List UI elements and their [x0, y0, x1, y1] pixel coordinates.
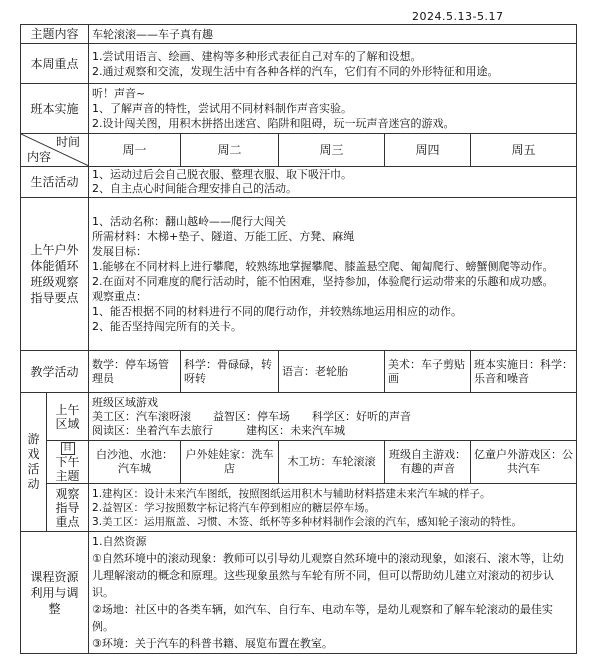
class-practice-line: 1、了解声音的特性，尝试用不同材料制作声音实验。: [92, 102, 353, 115]
class-practice-row: [21, 84, 577, 134]
header-content-label: 内容: [27, 150, 52, 164]
resources-label: 课程资源利用与调整: [21, 532, 89, 654]
resources-row: [21, 532, 577, 654]
outdoor-row: [21, 198, 577, 351]
header-time-label: 时间: [56, 135, 81, 149]
life-label: 生活活动: [21, 167, 89, 198]
teaching-row: [21, 351, 577, 393]
outdoor-label: 上午户外体能循环班级观察指导要点: [21, 198, 89, 351]
game-morning-line: 班级区域游戏: [92, 395, 159, 409]
game-afternoon-friday: 亿童户外游戏区：公共汽车: [471, 441, 577, 484]
life-content: [89, 167, 577, 198]
class-practice-label: 班本实施: [21, 84, 89, 134]
game-afternoon-row: [21, 441, 577, 484]
teaching-wednesday: 语言：老轮胎: [279, 351, 385, 393]
game-observe-line: 2.益智区：学习按照数字标记将汽车停到相应的糖层停车场。: [92, 501, 376, 514]
teaching-friday: 班本实施日：科学：乐音和噪音: [471, 351, 577, 393]
class-practice-line: 2.设计闯关图，用积木拼搭出迷宫、陷阱和阻碍，玩一玩声音迷宫的游戏。: [92, 117, 455, 130]
game-morning-line: 美工区：汽车滚呀滚 益智区：停车场 科学区：好听的声音: [92, 409, 412, 423]
resources-line: ③环境：关于汽车的科普书籍、展览布置在教室。: [92, 637, 333, 650]
day-thursday: 周四: [385, 134, 471, 167]
game-afternoon-tuesday: 户外娃娃家：洗车店: [181, 441, 279, 484]
day-friday: 周五: [471, 134, 577, 167]
outdoor-line: 所需材料：木梯+垫子、隧道、万能工匠、方凳、麻绳: [92, 230, 355, 243]
game-label-text: 游戏活动: [27, 432, 40, 491]
header-row: [21, 134, 577, 167]
life-line: 2、自主点心时间能合理安排自己的活动。: [92, 182, 298, 195]
game-observe-row: [21, 484, 577, 532]
game-observe-label: 观察指导重点: [47, 484, 89, 532]
outdoor-line: 1、活动名称：翻山越岭——爬行大闯关: [92, 215, 287, 228]
game-morning-label: 上午区域: [47, 393, 89, 441]
outdoor-line: 1.能够在不同材料上进行攀爬，较熟练地掌握攀爬、膝盖悬空爬、匍匐爬行、螃蟹侧爬等动作。: [92, 260, 554, 273]
focus-label: 本周重点: [21, 44, 89, 84]
date-range: 2024.5.13-5.17: [412, 10, 504, 23]
resources-content: [89, 532, 577, 654]
day-wednesday: 周三: [279, 134, 385, 167]
teaching-monday: 数学：停车场管理员: [89, 351, 181, 393]
life-line: 1、运动过后会自己脱衣服、整理衣服、取下吸汗巾。: [92, 168, 353, 181]
focus-row: [21, 44, 577, 84]
outdoor-line: 观察重点：: [92, 290, 148, 303]
game-morning-row: [21, 393, 577, 441]
teaching-tuesday: 科学：骨碌碌，转呀转: [181, 351, 279, 393]
weekly-plan-table: [20, 24, 577, 654]
resources-line: ②场地：社区中的各类车辆，如汽车、自行车、电动车等，是幼儿观察和了解车轮滚动的最佳实例。: [92, 603, 553, 633]
focus-content: [89, 44, 577, 84]
game-afternoon-wednesday: 木工坊：车轮滚滚: [279, 441, 385, 484]
game-observe-line: 3.美工区：运用瓶盖、习惯、木签、纸杯等多种材料制作会滚的汽车，感知轮子滚动的特性。: [92, 515, 523, 528]
outdoor-line: 2.在面对不同难度的爬行活动时，能不怕困难，坚持参加，体验爬行运动带来的乐趣和成功感。: [92, 275, 554, 288]
focus-line: 2.通过观察和交流，发现生活中有各种各样的汽车，它们有不同的外形特征和用途。: [92, 64, 499, 78]
theme-label: 主题内容: [21, 25, 89, 44]
teaching-label: 教学活动: [21, 351, 89, 393]
resources-line: ①自然环境中的滚动现象：教师可以引导幼儿观察自然环境中的滚动现象，如滚石、滚木等，让幼儿理解滚动的概念和原理。这些现象虽然与车轮有所不同，但可以帮助幼儿建立对滚动的初步认识。: [92, 552, 564, 599]
outdoor-content: [89, 198, 577, 351]
game-afternoon-label-text: 下午主题: [55, 455, 80, 483]
class-practice-content: [89, 84, 577, 134]
class-practice-line: 听！声音~: [92, 87, 146, 100]
game-observe-content: [89, 484, 577, 532]
game-morning-content: [89, 393, 577, 441]
resources-line: 1.自然资源: [92, 535, 147, 548]
day-monday: 周一: [89, 134, 181, 167]
game-observe-line: 1.建构区：设计未来汽车图纸，按照图纸运用积木与辅助材料搭建未来汽车城的样子。: [92, 487, 491, 500]
game-morning-line: 阅读区：坐着汽车去旅行 建构区：未来汽车城: [92, 423, 346, 437]
header-diagonal-cell: [21, 134, 89, 167]
game-label: [21, 393, 47, 532]
game-afternoon-label: [47, 441, 89, 484]
life-row: [21, 167, 577, 198]
outdoor-line: 发展目标：: [92, 245, 148, 258]
day-tuesday: 周二: [181, 134, 279, 167]
collapse-toggle-icon[interactable]: 目: [61, 442, 75, 455]
theme-row: [21, 25, 577, 44]
outdoor-line: 2、能否坚持闯完所有的关卡。: [92, 320, 243, 333]
outdoor-line: 1、能否根据不同的材料进行不同的爬行动作，并较熟练地运用相应的动作。: [92, 305, 463, 318]
teaching-thursday: 美术：车子剪贴画: [385, 351, 471, 393]
focus-line: 1.尝试用语言、绘画、建构等多种形式表征自己对车的了解和设想。: [92, 49, 422, 63]
theme-value: 车轮滚滚——车子真有趣: [89, 25, 577, 44]
game-afternoon-thursday: 班级自主游戏：有趣的声音: [385, 441, 471, 484]
game-afternoon-monday: 白沙池、水池：汽车城: [89, 441, 181, 484]
